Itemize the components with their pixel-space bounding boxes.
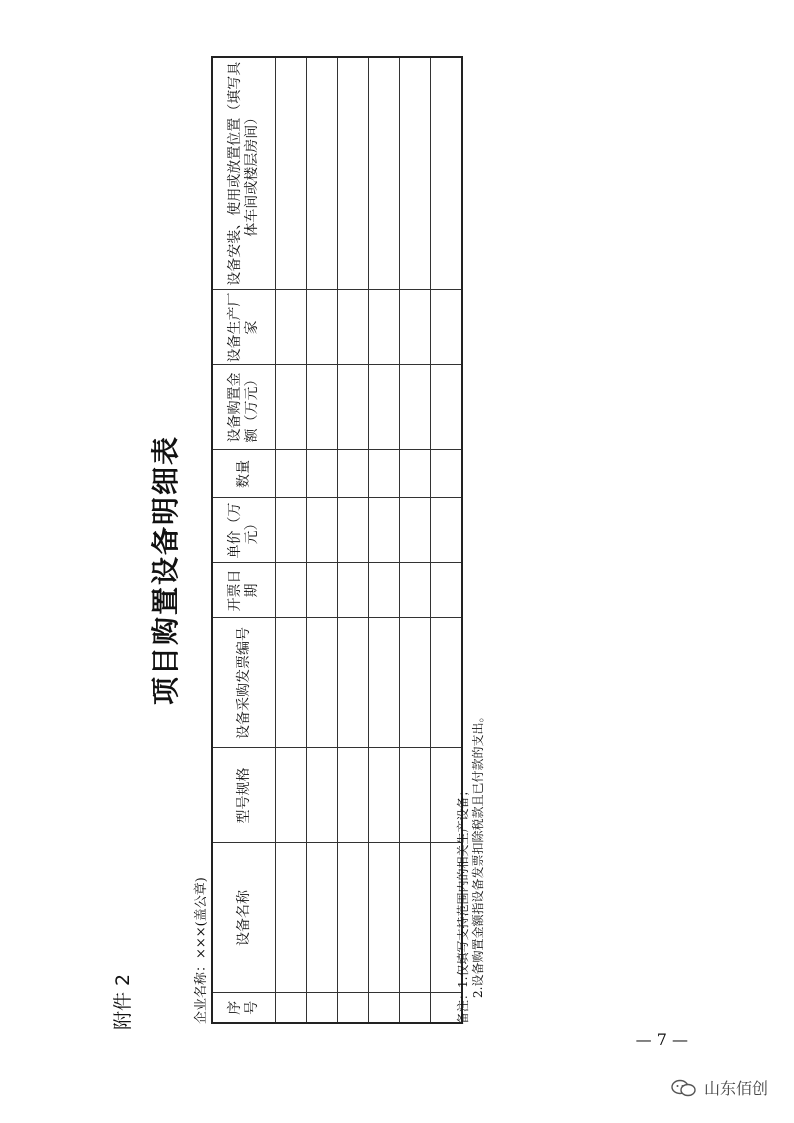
table-body <box>276 57 463 1023</box>
header-invoice-number: 设备采购发票编号 <box>212 618 276 748</box>
table-cell <box>400 57 431 290</box>
table-cell <box>369 57 400 290</box>
table-cell <box>307 563 338 618</box>
table-cell <box>338 57 369 290</box>
table-cell <box>276 498 307 563</box>
note-line-2: 2.设备购置金额指设备发票扣除税款且已付款的支出。 <box>471 710 485 998</box>
table-cell <box>400 563 431 618</box>
header-unit-price: 单价（万元） <box>212 498 276 563</box>
rotated-page-content <box>80 61 500 1060</box>
header-install-location: 设备安装、使用或放置位置（填写具体车间或楼层房间） <box>212 57 276 290</box>
table-cell <box>431 290 463 365</box>
table-cell <box>338 498 369 563</box>
table-cell <box>431 498 463 563</box>
table-cell <box>338 290 369 365</box>
table-cell <box>431 57 463 290</box>
table-cell <box>307 365 338 450</box>
page-number: — 7 — <box>635 1030 688 1049</box>
table-cell <box>431 563 463 618</box>
table-cell <box>338 748 369 843</box>
table-row <box>400 57 431 1023</box>
table-cell <box>431 365 463 450</box>
table-row <box>338 57 369 1023</box>
page-title: 项目购置设备明细表 <box>149 435 182 706</box>
table-cell <box>400 748 431 843</box>
table-cell <box>369 563 400 618</box>
header-manufacturer: 设备生产厂家 <box>212 290 276 365</box>
table-cell <box>338 993 369 1023</box>
table-cell <box>369 748 400 843</box>
table-cell <box>276 365 307 450</box>
attachment-label: 附件 2 <box>112 973 134 1030</box>
table-cell <box>400 993 431 1023</box>
watermark <box>670 1076 768 1099</box>
table-cell <box>276 563 307 618</box>
table-cell <box>400 290 431 365</box>
table-cell <box>276 748 307 843</box>
table-cell <box>338 563 369 618</box>
table-cell <box>400 365 431 450</box>
table-cell <box>338 450 369 498</box>
table-header-row <box>212 57 276 1023</box>
table-cell <box>338 365 369 450</box>
header-purchase-amount: 设备购置金额（万元） <box>212 365 276 450</box>
table-cell <box>369 290 400 365</box>
table-cell <box>307 57 338 290</box>
table-cell <box>307 618 338 748</box>
note-line-1: 备注：1.仅填写支持范围内的相关生产设备； <box>456 784 470 1024</box>
notes-block <box>456 711 486 1024</box>
table-cell <box>276 618 307 748</box>
header-invoice-date: 开票日期 <box>212 563 276 618</box>
table-cell <box>400 498 431 563</box>
table-cell <box>276 450 307 498</box>
table-cell <box>307 843 338 993</box>
table-row <box>276 57 307 1023</box>
table-cell <box>307 748 338 843</box>
table-cell <box>307 498 338 563</box>
table-cell <box>307 290 338 365</box>
table-row <box>307 57 338 1023</box>
table-cell <box>369 618 400 748</box>
watermark-text: 山东佰创 <box>703 1079 768 1098</box>
table-cell <box>307 993 338 1023</box>
table-cell <box>369 843 400 993</box>
header-model-spec: 型号规格 <box>212 748 276 843</box>
table-row <box>369 57 400 1023</box>
table-cell <box>369 993 400 1023</box>
table-cell <box>369 498 400 563</box>
table-cell <box>431 450 463 498</box>
table-cell <box>369 365 400 450</box>
equipment-detail-table <box>211 56 463 1024</box>
header-serial: 序号 <box>212 993 276 1023</box>
table-cell <box>307 450 338 498</box>
table-cell <box>400 843 431 993</box>
table-cell <box>400 618 431 748</box>
company-name-line: 企业名称：×××(盖公章) <box>194 877 209 1024</box>
table-cell <box>276 843 307 993</box>
table-cell <box>276 290 307 365</box>
table-cell <box>400 450 431 498</box>
table-cell <box>276 57 307 290</box>
header-equipment-name: 设备名称 <box>212 843 276 993</box>
table-cell <box>338 618 369 748</box>
header-quantity: 数量 <box>212 450 276 498</box>
table-cell <box>276 993 307 1023</box>
table-cell <box>369 450 400 498</box>
wechat-icon <box>670 1079 698 1097</box>
table-cell <box>338 843 369 993</box>
